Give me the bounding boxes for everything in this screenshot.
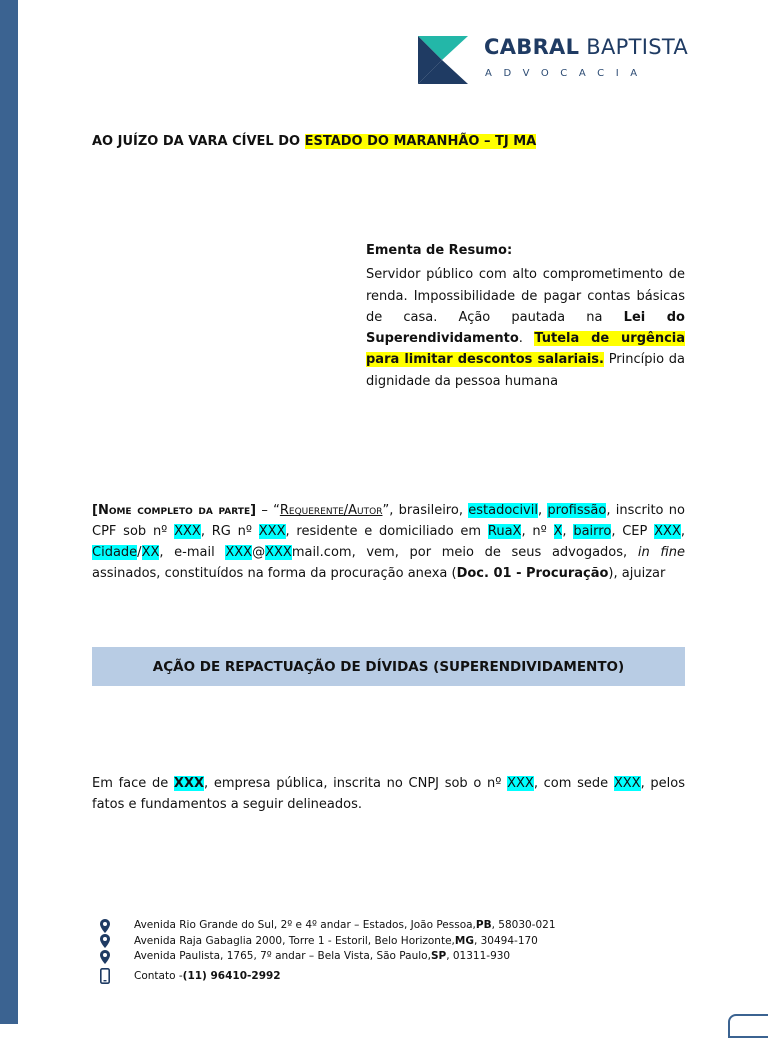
address-row: Avenida Raja Gabaglia 2000, Torre 1 - Estoril, Belo Horizonte, MG , 30494-170 bbox=[100, 934, 556, 950]
address-row: Avenida Rio Grande do Sul, 2º e 4º andar – Estados, João Pessoa, PB , 58030-021 bbox=[100, 918, 556, 934]
ementa-body: Servidor público com alto comprometimento de renda. Impossibilidade de pagar contas básicas de casa. Ação pautada na Lei do Superendividamento. Tutela de urgência para limitar descontos salariais. Princípio da dignidade da pessoa humana bbox=[366, 267, 686, 389]
location-pin-icon bbox=[100, 934, 110, 948]
firm-name: CABRAL BAPTISTA bbox=[484, 35, 689, 59]
location-pin-icon bbox=[100, 950, 110, 964]
contact-row: Contato - (11) 96410-2992 bbox=[100, 969, 556, 985]
action-title: AÇÃO DE REPACTUAÇÃO DE DÍVIDAS (SUPERENDIVIDAMENTO) bbox=[92, 647, 685, 686]
ementa-title: Ementa de Resumo: bbox=[366, 243, 513, 258]
firm-logo-icon bbox=[418, 36, 468, 84]
firm-tagline: ADVOCACIA bbox=[485, 68, 649, 79]
page-corner-decoration bbox=[728, 1014, 768, 1038]
court-highlight: ESTADO DO MARANHÃO – TJ MA bbox=[304, 134, 537, 149]
urgency-highlight: Tutela de urgência para limitar descontos salariais. bbox=[366, 331, 686, 368]
ementa-block bbox=[366, 240, 685, 392]
party-qualification: [Nome completo da parte] – “Requerente/Autor”, brasileiro, estadocivil, profissão, inscrito no CPF sob nº XXX, RG nº XXX, residente e domiciliado em RuaX, nº X, bairro, CEP XXX, Cidade/XX, e-mail XXX@XXXmail.com, vem, por meio de seus advogados, in fine assinados, constituídos na forma da procuração anexa (Doc. 01 - Procuração), ajuizar bbox=[92, 503, 686, 581]
address-row: Avenida Paulista, 1765, 7º andar – Bela Vista, São Paulo, SP , 01311-930 bbox=[100, 949, 556, 965]
left-accent-bar bbox=[0, 0, 18, 1024]
footer-contacts bbox=[100, 918, 556, 984]
phone-icon bbox=[100, 968, 110, 984]
court-heading: AO JUÍZO DA VARA CÍVEL DO ESTADO DO MARANHÃO – TJ MA bbox=[92, 134, 537, 149]
location-pin-icon bbox=[100, 919, 110, 933]
defendant-paragraph: Em face de XXX, empresa pública, inscrita no CNPJ sob o nº XXX, com sede XXX, pelos fatos e fundamentos a seguir delineados. bbox=[92, 776, 685, 812]
